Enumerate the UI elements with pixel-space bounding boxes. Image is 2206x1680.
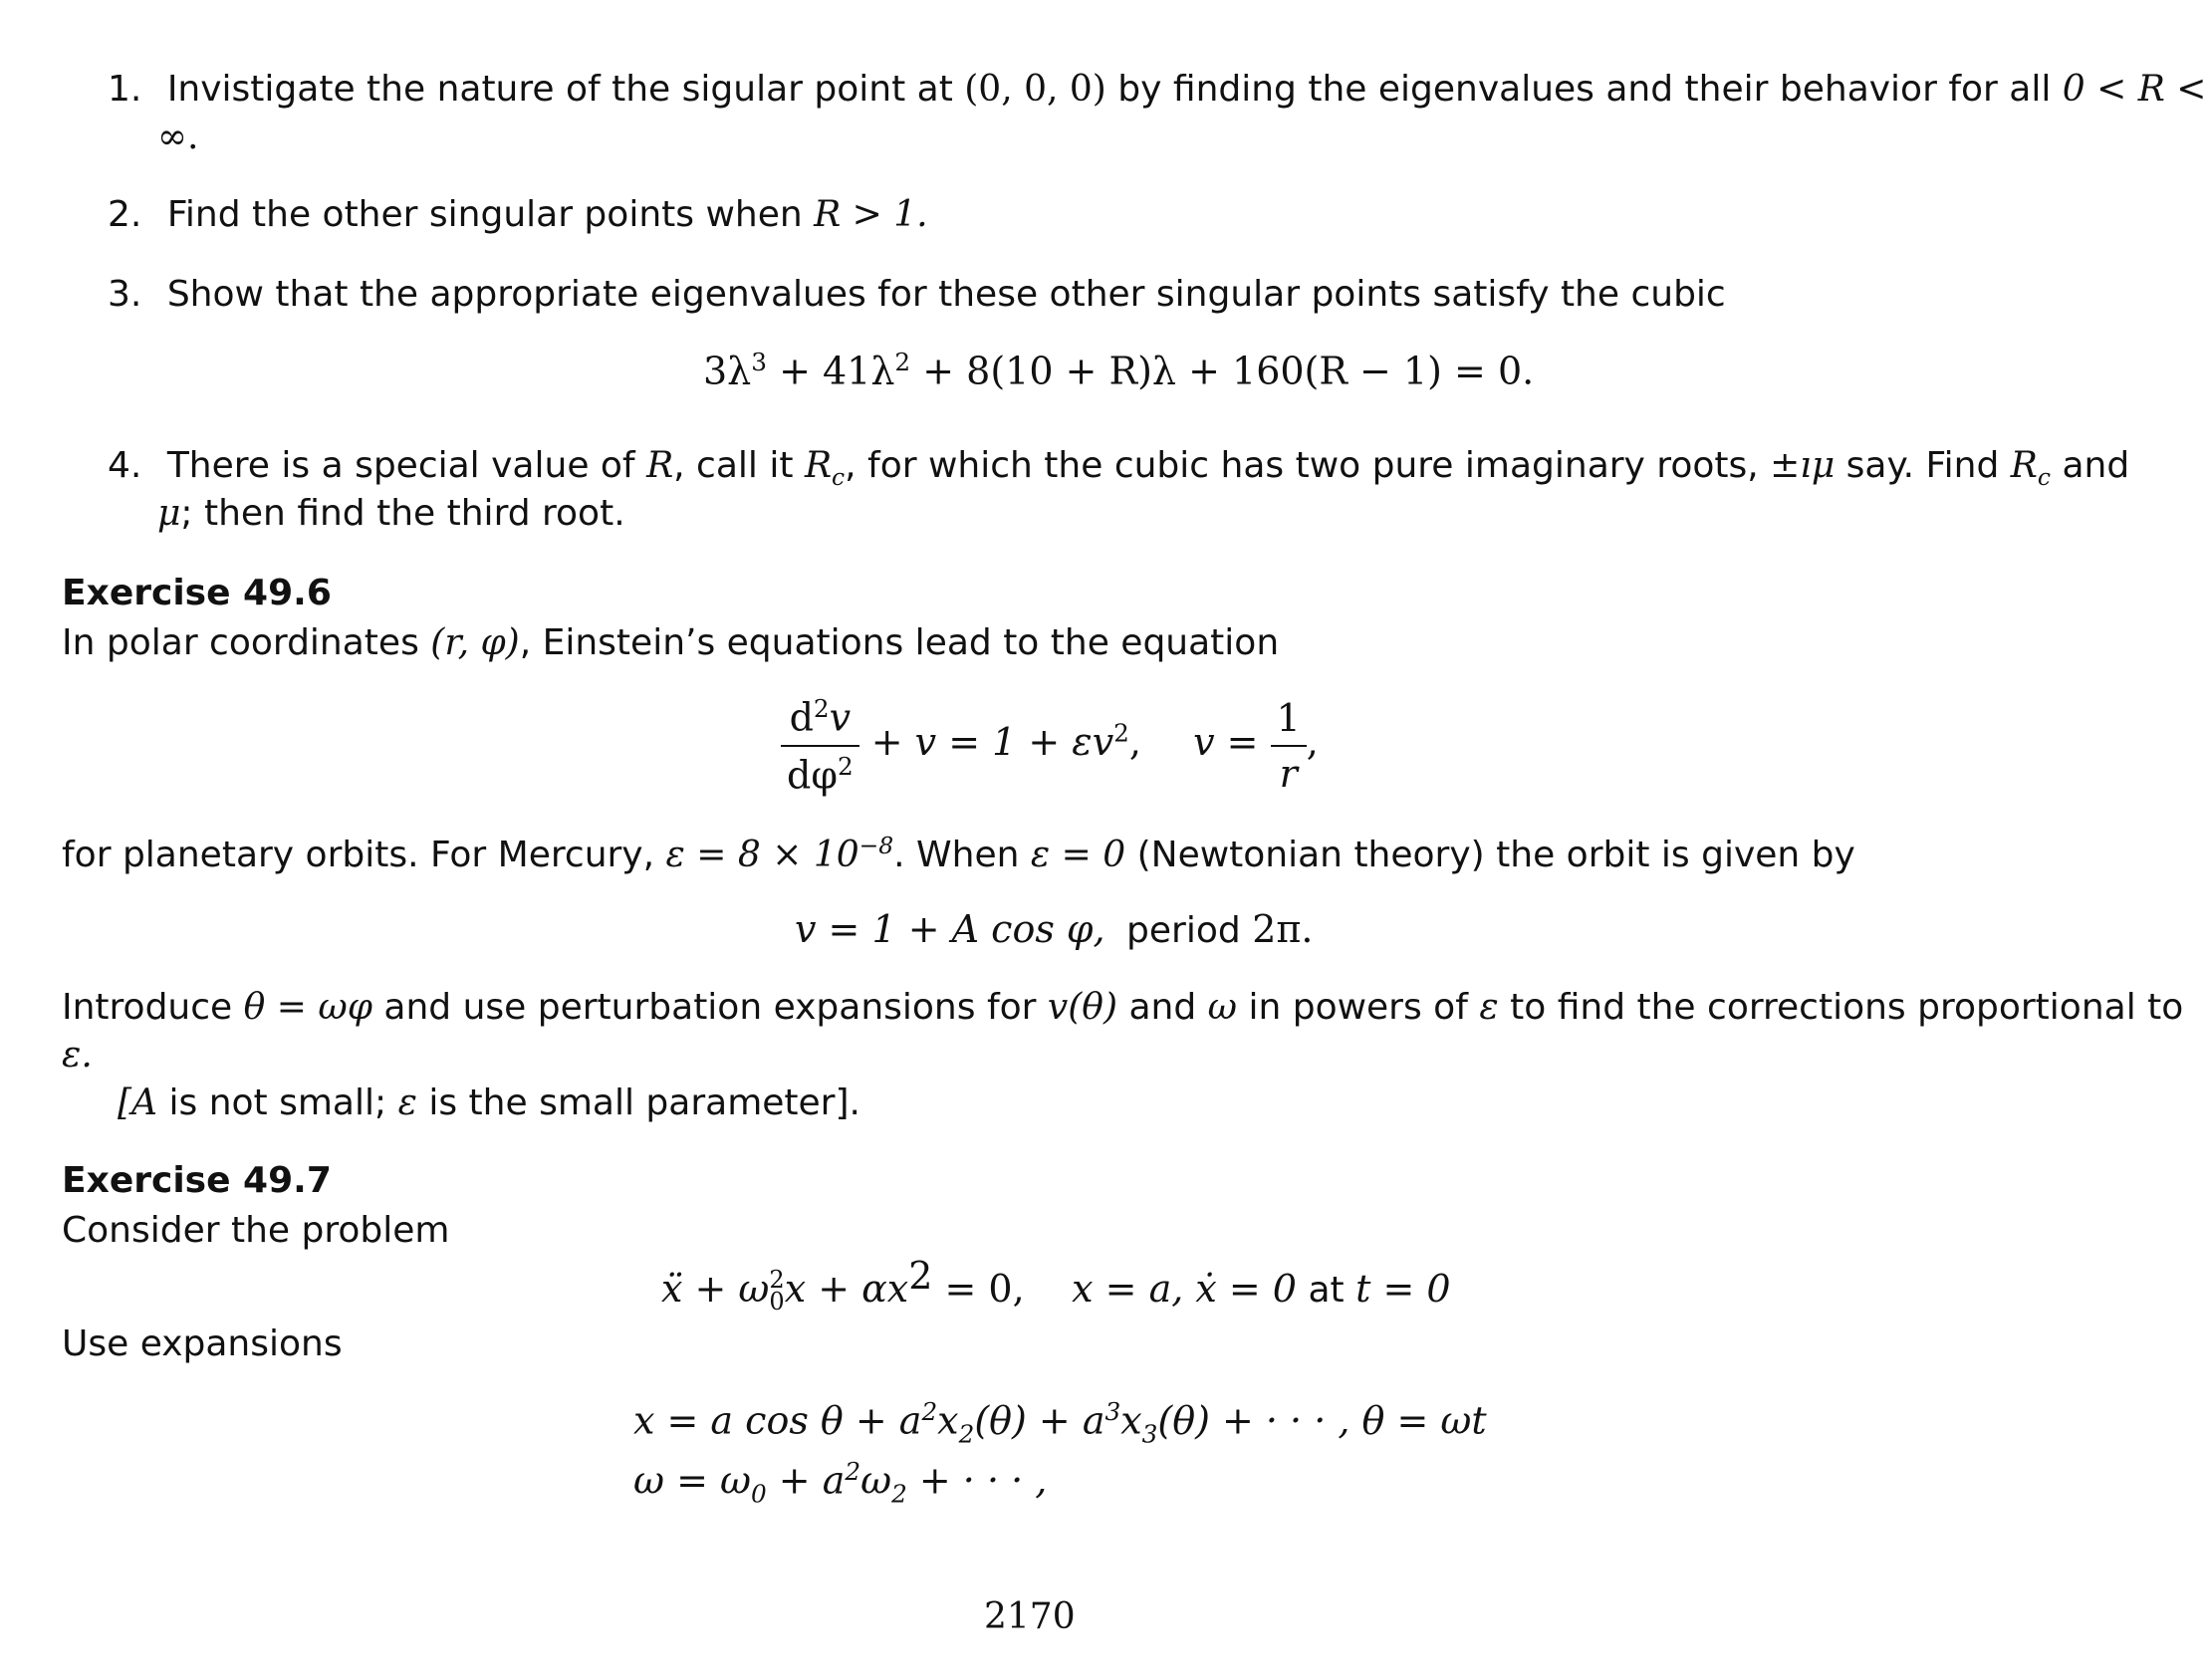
text: for planetary orbits. For Mercury, — [62, 835, 655, 875]
eq-part: x + αx — [784, 1267, 909, 1311]
page-number: 2170 — [984, 1596, 1076, 1637]
text: and use perturbation expansions for — [383, 987, 1037, 1028]
eq-exp: 3 — [1104, 1397, 1121, 1426]
eq-part: = 0, — [932, 1267, 1025, 1311]
item-text: by finding the eigenvalues and their behavior for all — [1117, 69, 2052, 110]
math-var: ω — [1207, 987, 1237, 1028]
math-var: ε — [397, 1082, 417, 1123]
perturbation-line-2: ε. — [62, 1035, 93, 1076]
list-item-2 — [108, 194, 928, 235]
text: , Einstein’s equations lead to the equation — [519, 622, 1280, 663]
eq-part: (θ) + · · · , θ = ωt — [1157, 1398, 1487, 1443]
eq-part: t = 0 — [1355, 1267, 1451, 1311]
eq-exp: 2 — [1113, 718, 1129, 748]
text: to find the corrections proportional to — [1510, 987, 2184, 1028]
item-text: , call it — [673, 445, 794, 486]
list-item-4 — [108, 445, 2130, 492]
text: is not small; — [168, 1082, 387, 1123]
list-item-4-line2 — [157, 493, 625, 534]
math-exp: −8 — [858, 832, 894, 859]
math-point: (0, 0, 0) — [964, 69, 1106, 110]
math-range: 0 < R < — [2062, 69, 2206, 110]
list-item-3 — [108, 274, 1726, 315]
list-item-1-line2: ∞. — [157, 117, 199, 157]
eq-exp: 2 — [769, 1266, 785, 1295]
eq-exp: 2 — [837, 751, 854, 781]
eq-exp: 2 — [908, 1254, 933, 1298]
note-line — [118, 1082, 860, 1123]
item-text: ; then find the third root. — [180, 493, 625, 534]
eq-part: x = a cos θ + a — [633, 1398, 922, 1443]
item-number: 3. — [108, 274, 142, 315]
reciprocal-fraction — [1271, 695, 1307, 796]
newtonian-orbit-equation — [795, 907, 1314, 951]
item-number: 1. — [108, 69, 142, 110]
math-sub: c — [2037, 463, 2051, 492]
text: and — [1128, 987, 1197, 1028]
text: is the small parameter]. — [428, 1082, 860, 1123]
eq-part: + · · · , — [906, 1458, 1048, 1503]
eq-part: ω — [860, 1458, 892, 1503]
eq-exp: 2 — [894, 348, 911, 376]
eq-sub: 2 — [891, 1479, 907, 1509]
item-text: Find the other singular points when — [166, 194, 803, 235]
eq-sub: 0 — [769, 1288, 785, 1316]
expansion-omega — [633, 1457, 1048, 1509]
math-var: ε = 0 — [1030, 835, 1126, 875]
eq-part: v = 1 + A cos φ, — [795, 907, 1105, 951]
math-var: R — [2010, 445, 2038, 486]
eq-part: 3λ — [703, 349, 752, 393]
eq-part: x — [937, 1398, 959, 1443]
item-text: and — [2062, 445, 2130, 486]
math-var: ±ıμ — [1770, 445, 1836, 486]
exercise-heading: Exercise 49.7 — [62, 1160, 332, 1201]
text: (Newtonian theory) the orbit is given by — [1136, 835, 1855, 875]
eq-part: + a — [766, 1458, 846, 1503]
exercise-intro — [62, 622, 1280, 663]
eq-part: + 41λ — [766, 349, 895, 393]
eq-sub: 3 — [1141, 1419, 1158, 1449]
eq-part: 1 — [1271, 699, 1307, 747]
math-var: R — [804, 445, 833, 486]
math-var: θ = ωφ — [243, 987, 372, 1028]
math-var: v(θ) — [1047, 987, 1117, 1028]
list-item-1 — [108, 69, 2206, 110]
eq-part: ẍ + ω — [661, 1267, 770, 1311]
text: Introduce — [62, 987, 233, 1028]
eq-exp: 2 — [921, 1397, 938, 1426]
exercise-heading: Exercise 49.6 — [62, 573, 332, 613]
derivative-fraction — [781, 694, 859, 798]
math-var: R — [646, 445, 674, 486]
math-condition: R > 1. — [814, 194, 928, 235]
math-var: (r, φ) — [430, 622, 520, 663]
text: at — [1308, 1270, 1345, 1311]
orbit-equation: $\frac{d^2v}{d\varphi^2}$ + $v = 1 + \varepsilon v^2$, v = $\frac{1}{r}$ , — [781, 697, 1319, 794]
math-sub: c — [832, 463, 846, 492]
item-number: 4. — [108, 445, 142, 486]
eq-exp: 3 — [751, 348, 767, 376]
math-var: [A — [118, 1082, 158, 1123]
text: . When — [893, 835, 1020, 875]
eq-sub: 0 — [750, 1479, 767, 1509]
eq-part: v — [829, 695, 852, 740]
item-text: There is a special value of — [166, 445, 635, 486]
item-text: Show that the appropriate eigenvalues for these other singular points satisfy the cubic — [166, 274, 1726, 315]
text: In polar coordinates — [62, 622, 419, 663]
mercury-line — [62, 832, 1855, 875]
eq-part: v = — [1193, 720, 1259, 765]
eq-part: + 8(10 + R)λ + 160(R − 1) = 0. — [910, 349, 1535, 393]
eq-part: 2π. — [1252, 907, 1314, 951]
item-number: 2. — [108, 194, 142, 235]
text: in powers of — [1248, 987, 1468, 1028]
eq-part: dφ — [787, 753, 838, 798]
eq-part: r — [1279, 751, 1298, 796]
use-expansions: Use expansions — [62, 1323, 343, 1364]
cubic-equation — [703, 348, 1535, 393]
math-var: μ — [157, 493, 181, 534]
item-text: , for which the cubic has two pure imaginary roots, — [845, 445, 1759, 486]
item-text: Invistigate the nature of the sigular point at — [166, 69, 953, 110]
oscillator-equation — [661, 1254, 1451, 1316]
math-var: ε — [1479, 987, 1499, 1028]
eq-sub: 2 — [958, 1419, 975, 1449]
eq-part: (θ) + a — [974, 1398, 1105, 1443]
eq-exp: 2 — [813, 694, 830, 723]
text: period — [1126, 910, 1241, 951]
eq-part: ω = ω — [633, 1458, 751, 1503]
eq-part: + v = 1 + εv — [870, 720, 1114, 765]
expansion-x — [633, 1397, 1487, 1449]
item-text: say. Find — [1845, 445, 2000, 486]
eq-part: x — [1120, 1398, 1142, 1443]
math-var: ε = 8 × 10 — [665, 835, 859, 875]
eq-part: d — [789, 695, 814, 740]
perturbation-line — [62, 987, 2184, 1028]
eq-part: x = a, ẋ = 0 — [1072, 1267, 1297, 1311]
eq-exp: 2 — [845, 1457, 861, 1486]
exercise-intro: Consider the problem — [62, 1210, 450, 1251]
